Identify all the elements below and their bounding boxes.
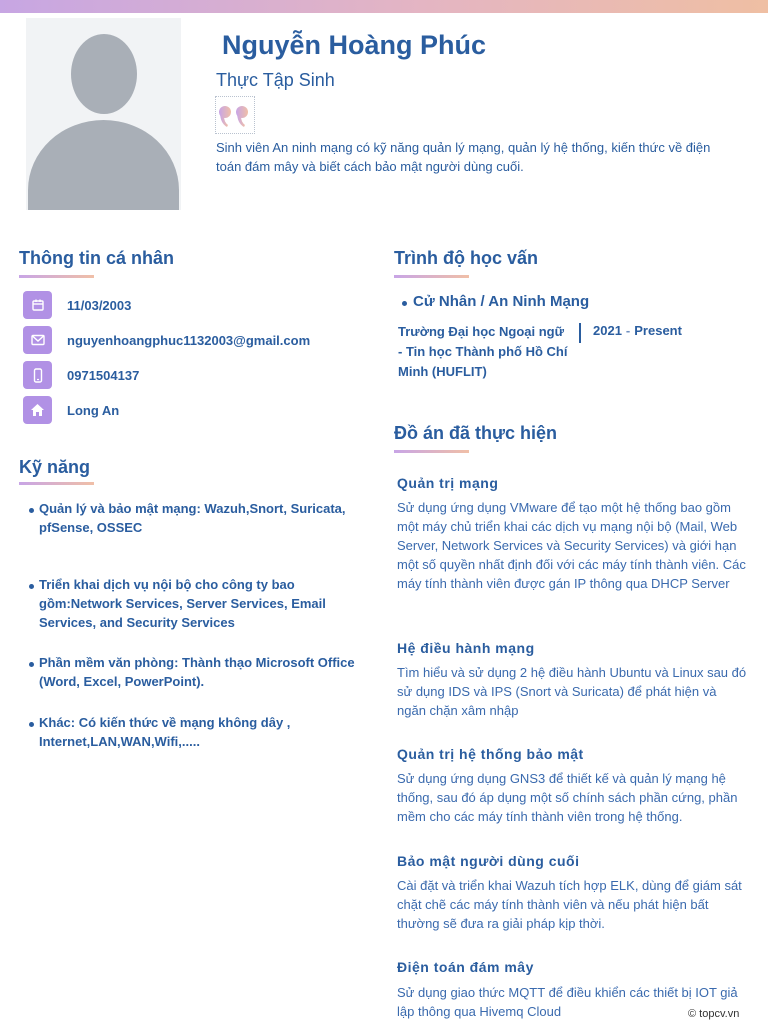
email-icon: [23, 326, 52, 354]
phone-icon: [23, 361, 52, 389]
candidate-name: Nguyễn Hoàng Phúc: [222, 30, 487, 60]
project-title: Quản trị mạng: [397, 475, 499, 491]
skill-bullet: [29, 584, 34, 589]
birthday-text: 11/03/2003: [67, 298, 132, 313]
address-text: Long An: [67, 403, 120, 418]
home-icon: [23, 396, 52, 424]
email-text[interactable]: nguyenhoangphuc1132003@gmail.com: [67, 333, 311, 348]
project-description: Tìm hiểu và sử dụng 2 hệ điều hành Ubuntu và Linux sau đó sử dụng IDS và IPS (Snort và Suricata) để phát hiện và ngăn chặn xâm nhập: [397, 665, 747, 718]
footer-brand[interactable]: © topcv.vn: [688, 1008, 740, 1020]
skill-bullet: [29, 722, 34, 727]
education-end-year: Present: [634, 323, 682, 338]
skill-item: Khác: Có kiến thức về mạng không dây , Internet,LAN,WAN,Wifi,.....: [39, 715, 291, 749]
skill-item: Phần mềm văn phòng: Thành thạo Microsoft Office (Word, Excel, PowerPoint).: [39, 655, 355, 689]
education-bullet: [402, 301, 407, 306]
project-title: Điện toán đám mây: [397, 959, 534, 975]
personal-info-underline: [19, 275, 94, 278]
education-school: Trường Đại học Ngoại ngữ - Tin học Thành phố Hồ Chí Minh (HUFLIT): [398, 324, 568, 379]
projects-underline: [394, 450, 469, 453]
skill-item: Triển khai dịch vụ nội bộ cho công ty bao gồm:Network Services, Server Services, Email Services, and Security Services: [39, 577, 326, 630]
education-title: Trình độ học vấn: [394, 248, 539, 268]
avatar: [26, 18, 181, 210]
project-description: Sử dụng ứng dụng GNS3 để thiết kế và quản lý mạng hệ thống, sau đó áp dụng một số chính sách phần cứng, phần mềm cho các máy tính thành viên trong hệ thống.: [397, 771, 738, 824]
education-years: [593, 323, 682, 338]
skill-item: Quản lý và bảo mật mạng: Wazuh,Snort, Suricata, pfSense, OSSEC: [39, 501, 346, 535]
summary-text: Sinh viên An ninh mạng có kỹ năng quản lý mạng, quản lý hệ thống, kiến thức về điện toán đám mây và biết cách bảo mật người dùng cuối.: [216, 140, 711, 174]
skill-bullet: [29, 508, 34, 513]
candidate-role: Thực Tập Sinh: [216, 70, 335, 90]
projects-title: Đồ án đã thực hiện: [394, 423, 558, 443]
skills-title: Kỹ năng: [19, 457, 91, 477]
calendar-icon: [23, 291, 52, 319]
education-degree: Cử Nhân / An Ninh Mạng: [413, 293, 590, 310]
phone-text: 0971504137: [67, 368, 140, 383]
education-underline: [394, 275, 469, 278]
quote-icon: [215, 96, 255, 134]
avatar-body-shape: [28, 120, 179, 210]
education-separator: [579, 323, 581, 343]
project-title: Bảo mật người dùng cuối: [397, 853, 580, 869]
project-title: Quản trị hệ thống bảo mật: [397, 746, 584, 762]
personal-info-title: Thông tin cá nhân: [19, 248, 174, 268]
project-description: Sử dụng ứng dụng VMware để tạo một hệ thống bao gồm một máy chủ triển khai các dịch vụ mạng nội bộ (Mail, Web Server, Network Services và Security Services) và giới hạn một số quyền nhất định đối với các máy tính thành viên. Các máy tính thành viên được gán IP thông qua DHCP Server: [397, 500, 746, 591]
info-row-birthday: [23, 291, 132, 319]
education-start-year: 2021: [593, 323, 622, 338]
avatar-head-shape: [71, 34, 137, 114]
project-description: Cài đặt và triển khai Wazuh tích hợp ELK, dùng để giám sát chặt chẽ các máy tính thành viên và nếu phát hiện bất thường sẽ đưa ra giải pháp kịp thời.: [397, 878, 742, 931]
education-year-dash: -: [625, 323, 631, 338]
project-title: Hệ điều hành mạng: [397, 640, 535, 656]
skills-underline: [19, 482, 94, 485]
skill-bullet: [29, 662, 34, 667]
info-row-phone: [23, 361, 140, 389]
top-gradient-bar: [0, 0, 768, 13]
info-row-address: [23, 396, 120, 424]
info-row-email: [23, 326, 311, 354]
project-description: Sử dụng giao thức MQTT để điều khiển các thiết bị IOT giả lập thông qua Hivemq Cloud: [397, 985, 738, 1019]
